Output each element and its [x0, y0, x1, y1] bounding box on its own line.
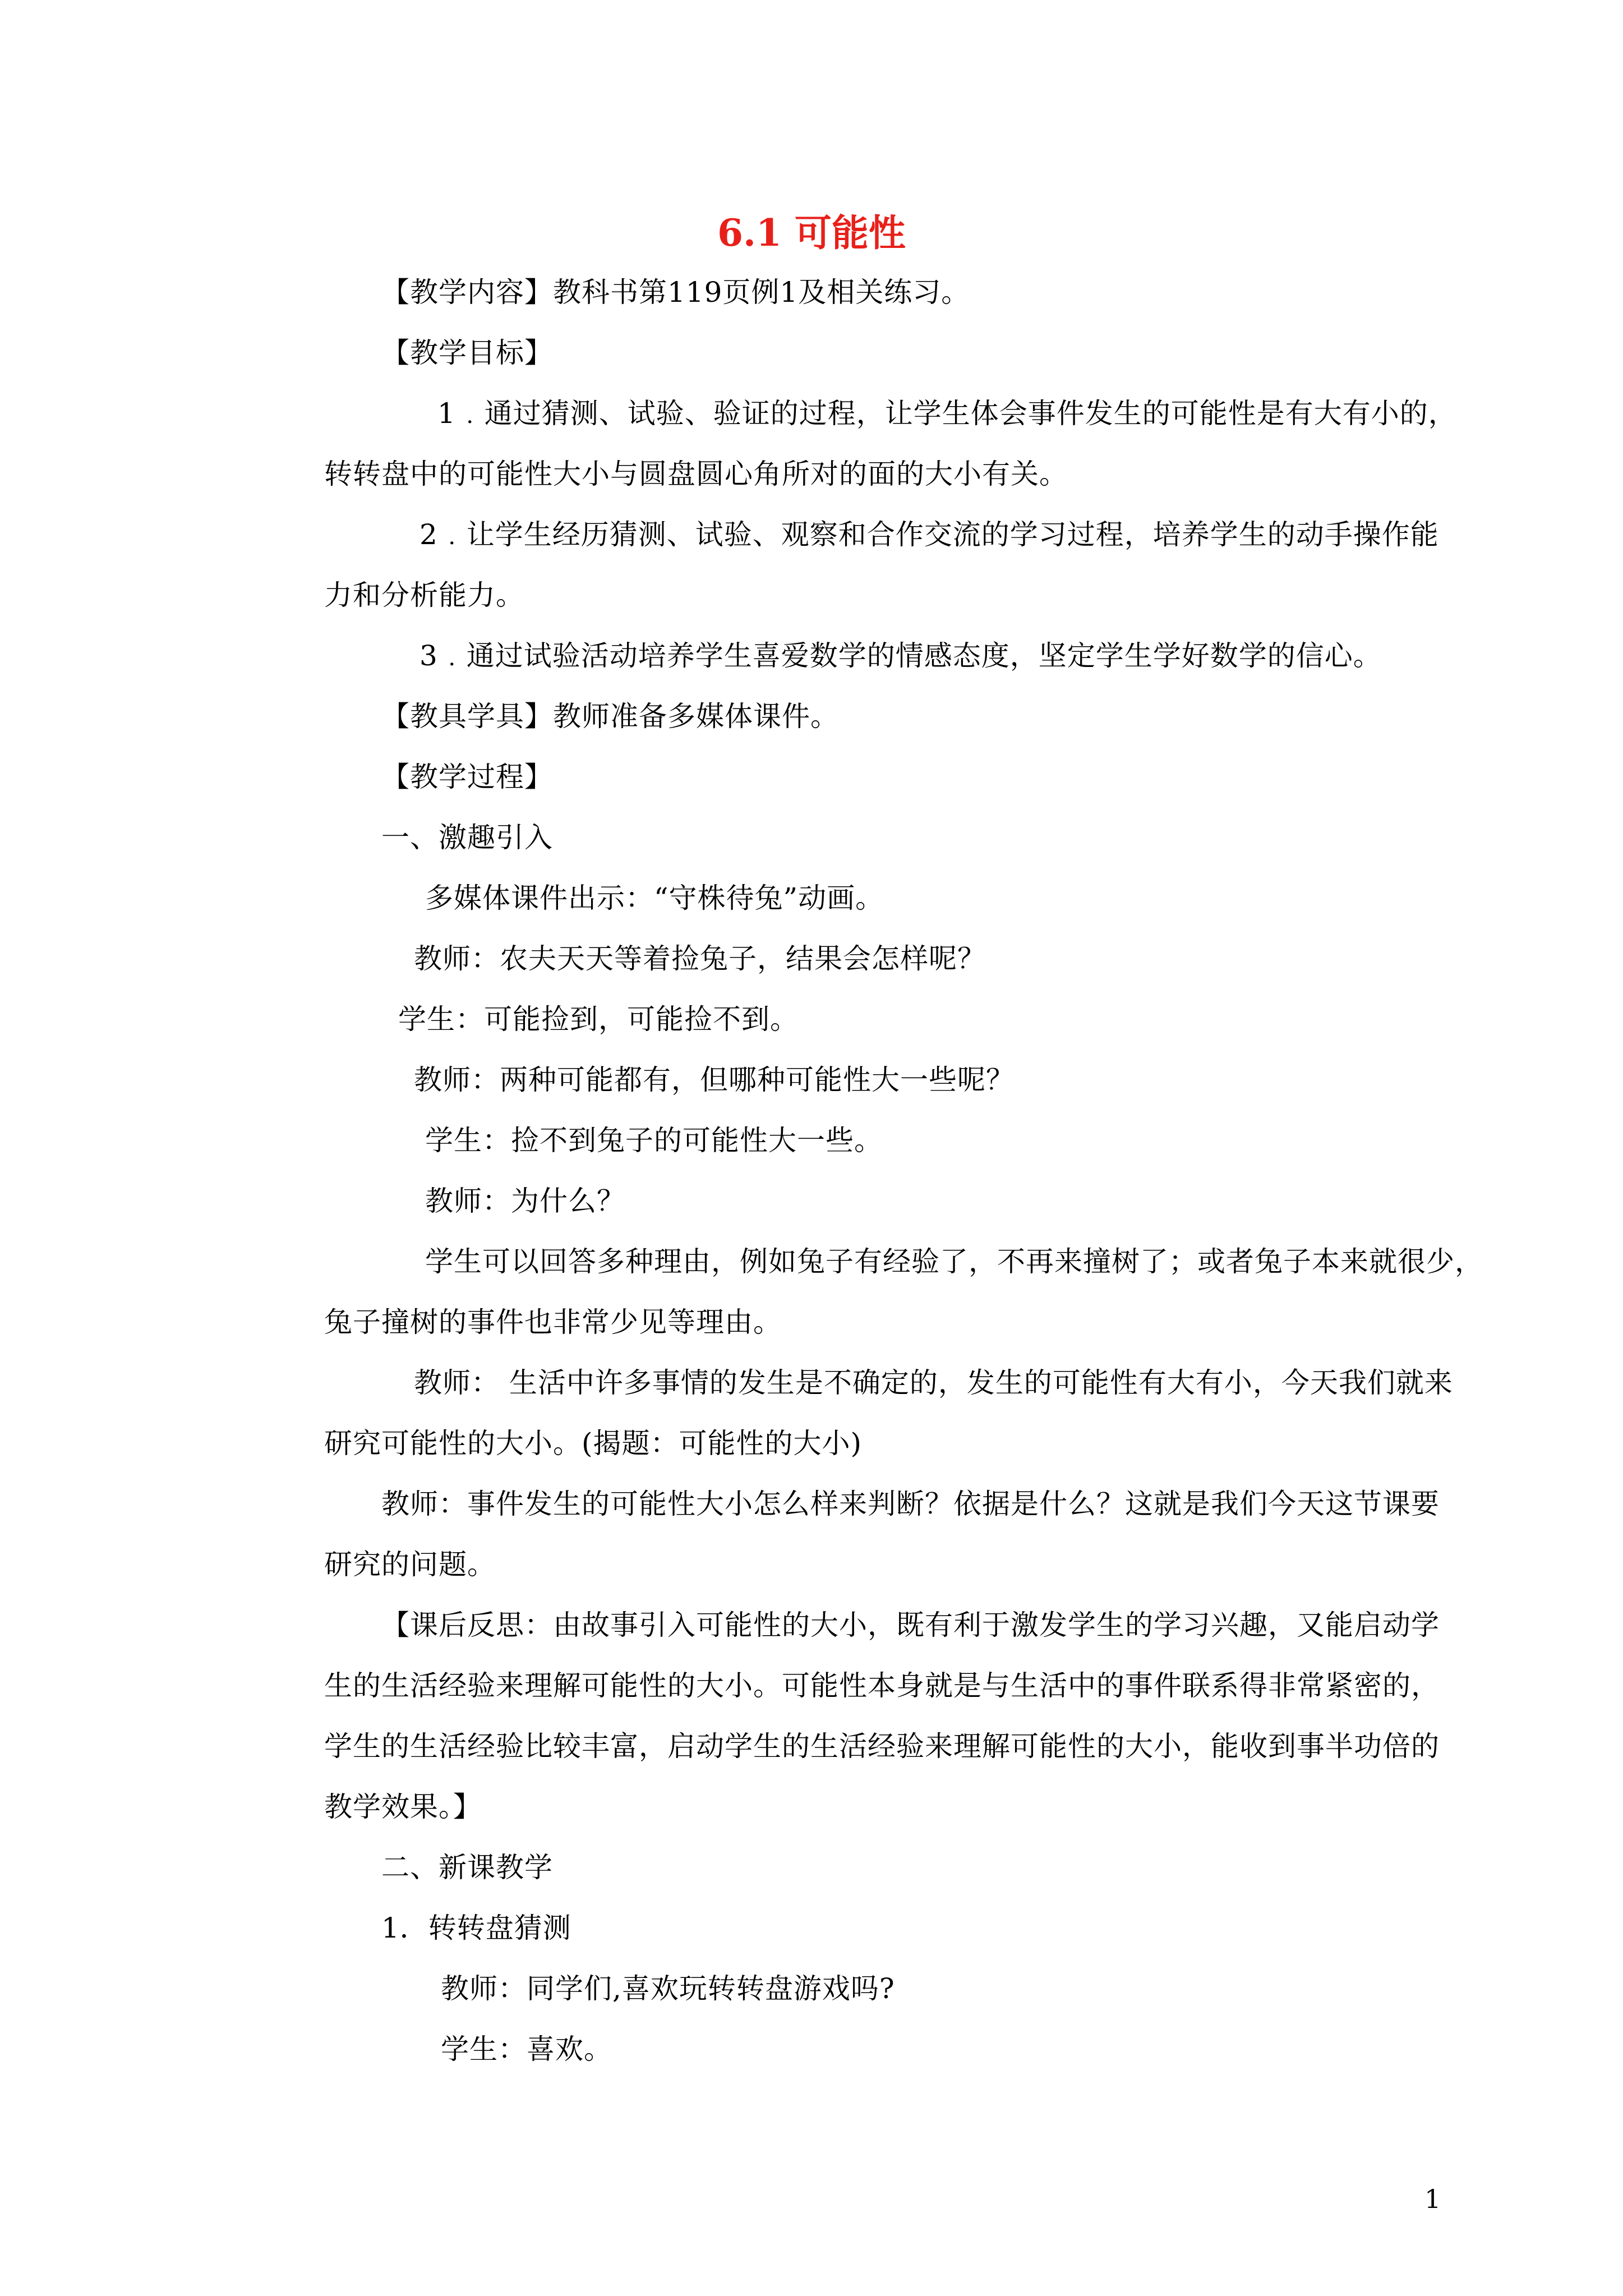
- goal-2-line-1: 2﹒让学生经历猜测、试验、观察和合作交流的学习过程，培养学生的动手操作能: [419, 518, 1439, 551]
- paragraph-line: 研究可能性的大小。(揭题：可能性的大小): [324, 1427, 863, 1460]
- teaching-content-line: 【教学内容】教科书第119页例1及相关练习。: [381, 276, 970, 309]
- reflection-line: 【课后反思：由故事引入可能性的大小，既有利于激发学生的学习兴趣，又能启动学: [381, 1609, 1440, 1641]
- dialogue-line: 教师：同学们,喜欢玩转转盘游戏吗?: [441, 1972, 895, 2005]
- section-one-heading: 一、激趣引入: [381, 821, 553, 854]
- dialogue-line: 教师：两种可能都有，但哪种可能性大一些呢？: [414, 1064, 1015, 1096]
- dialogue-line: 学生：喜欢。: [441, 2033, 612, 2065]
- paragraph-line: 研究的问题。: [324, 1548, 496, 1581]
- goal-1-line-2: 转转盘中的可能性大小与圆盘圆心角所对的面的大小有关。: [324, 458, 1068, 490]
- goal-2-line-2: 力和分析能力。: [324, 579, 524, 611]
- paragraph-line: 教师：事件发生的可能性大小怎么样来判断？依据是什么？这就是我们今天这节课要: [381, 1488, 1440, 1520]
- dialogue-line: 学生：可能捡到，可能捡不到。: [398, 1003, 799, 1036]
- document-title: 6.1 可能性: [717, 211, 906, 255]
- dialogue-line: 教师：农夫天天等着捡兔子，结果会怎样呢？: [414, 942, 986, 975]
- dialogue-line: 教师：为什么？: [425, 1185, 625, 1217]
- reflection-line: 教学效果。】: [324, 1791, 482, 1823]
- paragraph-line: 教师： 生活中许多事情的发生是不确定的，发生的可能性有大有小，今天我们就来: [414, 1366, 1453, 1399]
- teaching-process-heading: 【教学过程】: [381, 761, 553, 793]
- page-number: 1: [1424, 2184, 1441, 2214]
- goal-3-line: 3﹒通过试验活动培养学生喜爱数学的情感态度，坚定学生学好数学的信心。: [419, 639, 1382, 672]
- goal-1-line-1: 1﹒通过猜测、试验、验证的过程，让学生体会事件发生的可能性是有大有小的，: [437, 397, 1457, 430]
- teaching-tools-line: 【教具学具】教师准备多媒体课件。: [381, 700, 839, 733]
- reflection-line: 生的生活经验来理解可能性的大小。可能性本身就是与生活中的事件联系得非常紧密的，: [324, 1669, 1440, 1702]
- teaching-goal-heading: 【教学目标】: [381, 337, 553, 369]
- subsection-heading: 1．转转盘猜测: [381, 1912, 571, 1944]
- dialogue-line: 多媒体课件出示：“守株待兔”动画。: [425, 882, 884, 914]
- paragraph-line: 学生可以回答多种理由，例如兔子有经验了，不再来撞树了；或者兔子本来就很少，: [425, 1245, 1483, 1278]
- section-two-heading: 二、新课教学: [381, 1851, 553, 1884]
- dialogue-line: 学生：捡不到兔子的可能性大一些。: [425, 1124, 883, 1157]
- paragraph-line: 兔子撞树的事件也非常少见等理由。: [324, 1306, 782, 1338]
- reflection-line: 学生的生活经验比较丰富，启动学生的生活经验来理解可能性的大小，能收到事半功倍的: [324, 1730, 1440, 1763]
